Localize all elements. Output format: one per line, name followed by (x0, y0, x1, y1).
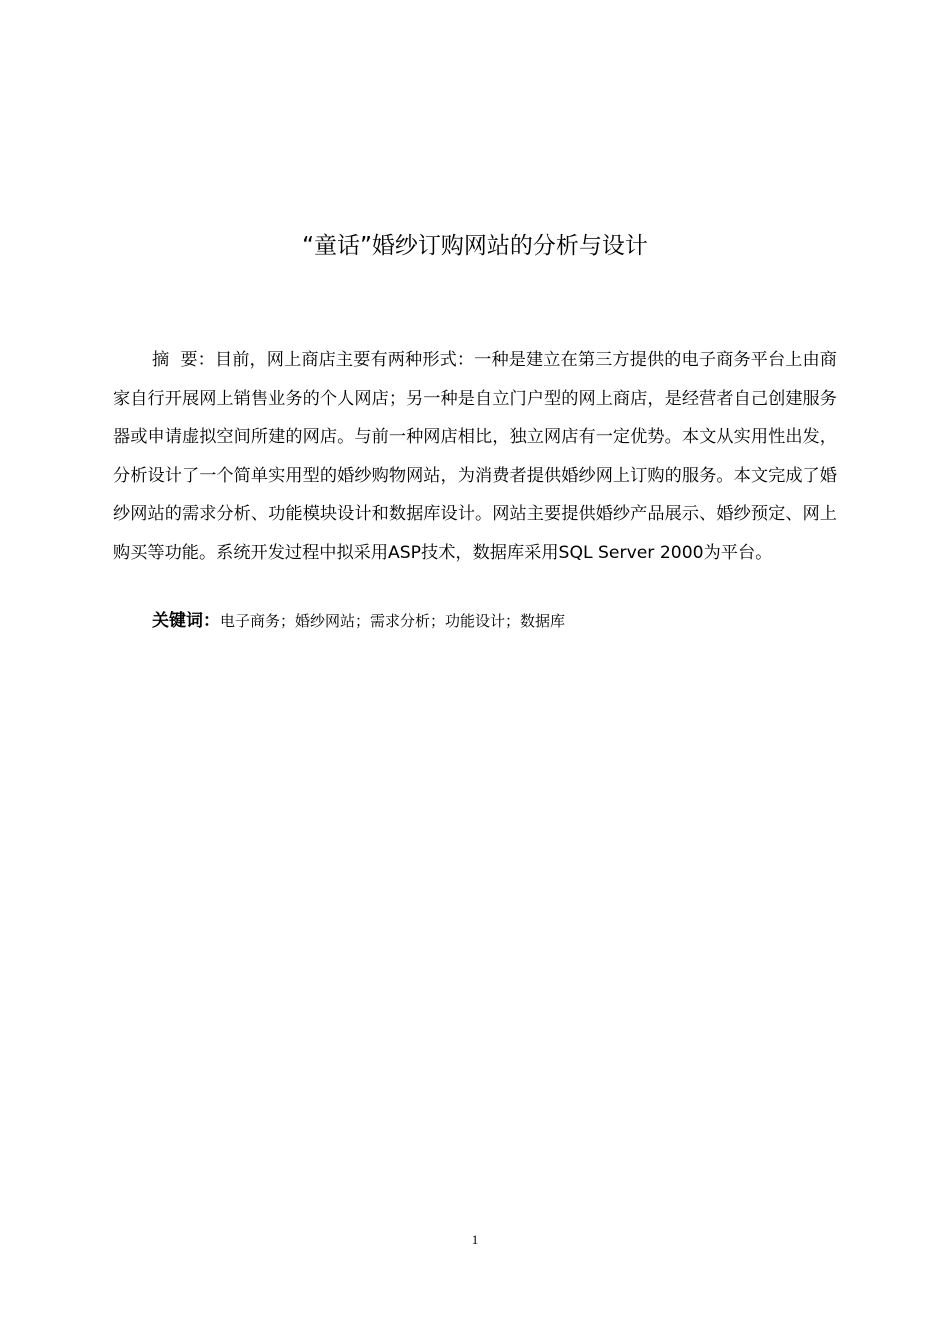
abstract-text: 目前，网上商店主要有两种形式：一种是建立在第三方提供的电子商务平台上由商家自行开展网上销售业务的个人网店；另一种是自立门户型的网上商店，是经营者自己创建服务器或申请虚拟空间所建的网店。与前一种网店相比，独立网店有一定优势。本文从实用性出发，分析设计了一个简单实用型的婚纱购物网站，为消费者提供婚纱网上订购的服务。本文完成了婚纱网站的需求分析、功能模块设计和数据库设计。网站主要提供婚纱产品展示、婚纱预定、网上购买等功能。系统开发过程中拟采用ASP技术，数据库采用SQL Server 2000为平台。 (113, 350, 837, 563)
keywords-label: 关键词： (152, 611, 220, 631)
page-number: 1 (471, 1232, 479, 1247)
keywords-line (152, 604, 837, 638)
abstract-paragraph (113, 341, 837, 573)
keywords-list: 电子商务；婚纱网站；需求分析；功能设计；数据库 (220, 612, 566, 630)
document-title: “童话”婚纱订购网站的分析与设计 (302, 233, 648, 259)
abstract-label: 摘 要： (152, 350, 215, 370)
